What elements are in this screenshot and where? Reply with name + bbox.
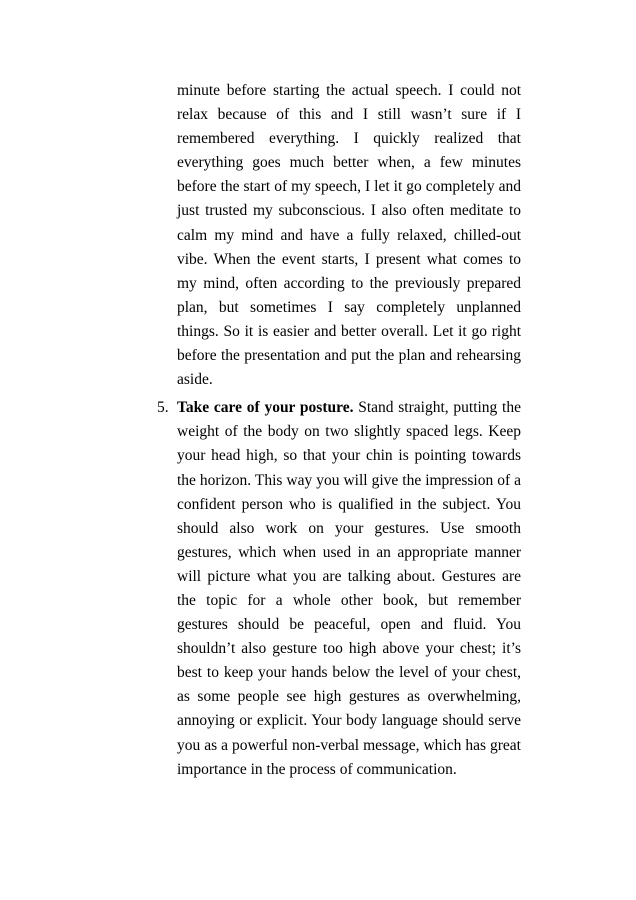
list-item-heading: Take care of your posture. <box>177 399 354 417</box>
list-item-number: 5. <box>157 399 169 417</box>
list-item-body: Stand straight, putting the weight of the body on two slightly spaced legs. Keep your head high, so that your chin is pointing towards the horizon. This way you will give the impression of a confident person who is qualified in the subject. You should also work on your gestures. Use smooth gestures, which when used in an appropriate manner will picture what you are talking about. Gestures are the topic for a whole other book, but remember gestures should be peaceful, open and fluid. You shouldn’t also gesture too high above your chest; it’s best to keep your hands below the level of your chest, as some people see high gestures as overwhelming, annoying or explicit. Your body language should serve you as a powerful non-verbal message, which has great importance in the process of communication. <box>177 399 521 778</box>
list-item-5 <box>157 396 521 782</box>
continuation-paragraph: minute before starting the actual speech. I could not relax because of this and I still wasn’t sure if I remembered everything. I quickly realized that everything goes much better when, a few minutes before the start of my speech, I let it go completely and just trusted my subconscious. I also often meditate to calm my mind and have a fully relaxed, chilled-out vibe. When the event starts, I present what comes to my mind, often according to the previously prepared plan, but sometimes I say completely unplanned things. So it is easier and better overall. Let it go right before the presentation and put the plan and rehearsing aside. <box>177 82 521 389</box>
body-text <box>157 79 521 782</box>
list-item-text <box>177 396 521 782</box>
